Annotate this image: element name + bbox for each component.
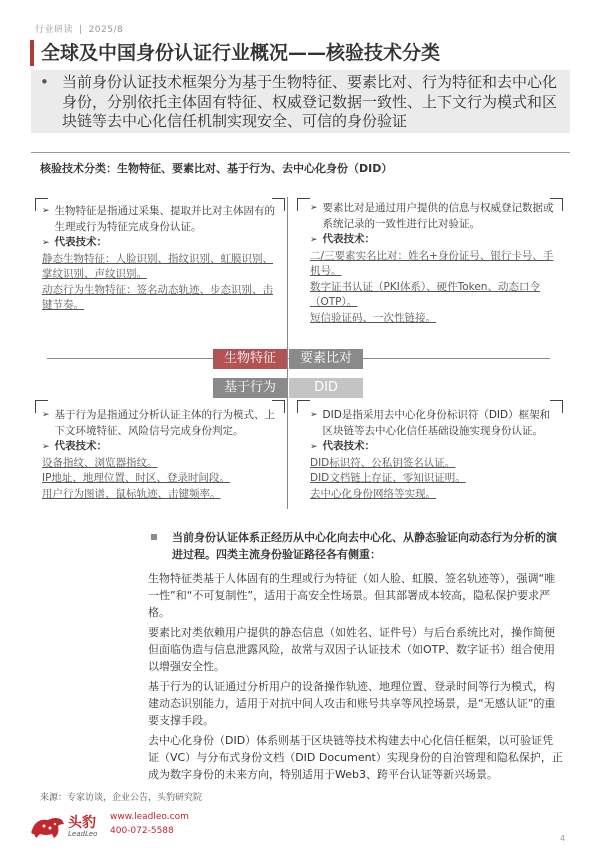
bio-desc-row [42,204,278,235]
behavior-sub: 代表技术 [54,440,97,452]
quadrant-element [310,201,560,326]
note-heading: 当前身份认证体系正经历从中心化向去中心化、从静态验证向动态行为分析的演进过程。四类主流身份验证路径各有侧重： [172,531,557,561]
arrow-icon: ➢ [310,410,318,420]
did-tech-2: 去中心化身份网络等实现。 [310,487,436,500]
bio-sub: 代表技术 [54,236,97,248]
section-heading: 核验技术分类：生物特征、要素比对、基于行为、去中心化身份（DID） [40,162,393,175]
label-behavior: 基于行为 [213,378,287,398]
arrow-icon: ➢ [42,238,50,248]
did-desc-row [310,408,560,439]
leopard-logo-icon [30,812,66,846]
element-tech-1: 数字证书认证（PKI体系）、硬件Token、动态口令（OTP）。 [310,280,540,308]
did-desc: DID是指采用去中心化身份标识符（DID）框架和区块链等去中心化信任基础设施实现身份认证。 [322,409,551,437]
did-sub: 代表技术 [322,440,365,452]
page-title: 全球及中国身份认证行业概况——核验技术分类 [41,42,441,64]
behavior-sub-row: ➢ 代表技术： [42,440,108,452]
label-element: 要素比对 [289,349,363,369]
arrow-icon: ➢ [42,206,50,216]
arrow-icon: ➢ [310,203,318,213]
arrow-icon: ➢ [310,442,318,452]
bio-desc: 生物特征是指通过采集、提取并比对主体固有的生理或行为特征完成身份认证。 [54,205,276,233]
website-link[interactable]: www.leadleo.com [110,812,189,822]
element-sub: 代表技术 [322,233,365,245]
element-tech-2: 短信验证码、一次性链接。 [310,311,436,324]
behavior-desc: 基于行为是指通过分析认证主体的行为模式、上下文环境特征、风险信号完成身份判定。 [54,409,276,437]
logo-text: 头豹 [68,815,96,831]
arrow-icon: ➢ [42,442,50,452]
element-desc: 要素比对是通过用户提供的信息与权威登记数据或系统记录的一致性进行比对验证。 [322,202,554,230]
element-desc-row [310,201,560,232]
quadrant-did [310,408,560,502]
behavior-tech-0: 设备指纹、浏览器指纹。 [42,456,158,469]
did-tech-1: DID文档链上存证、零知识证明。 [310,472,466,484]
did-tech-0: DID标识符、公私钥签名认证。 [310,456,456,469]
bio-sub-row: ➢ 代表技术： [42,236,108,248]
behavior-tech-2: 用户行为图谱、鼠标轨迹、击键频率。 [42,487,221,500]
arrow-icon: ➢ [310,235,318,245]
quadrant-behavior [42,408,278,502]
note-paragraph: 生物特征类基于人体固有的生理或行为特征（如人脸、虹膜、签名轨迹等），强调“唯一性”和“不可复制性”，适用于高安全性场景。但其部署成本较高，隐私保护要求严格。 [148,572,556,619]
title-accent-bar [30,40,34,66]
logo-subtext: LeadLeo [68,830,98,838]
phone-number: 400-072-5588 [110,826,174,836]
bio-tech-1: 动态行为生物特征：签名动态轨迹、步态识别、击键节奏。 [42,283,273,311]
divider [31,152,570,153]
source-note: 来源：专家访谈，企业公告，头豹研究院 [40,793,203,803]
label-did: DID [289,378,363,398]
element-tech-0: 二/三要素实名比对：姓名+身份证号、银行卡号、手机号。 [310,249,554,277]
did-sub-row: ➢ 代表技术： [310,440,376,452]
corner-mark [297,198,310,211]
vertical-axis [287,197,288,509]
summary-bullet: • [40,73,49,91]
behavior-tech-1: IP地址、地理位置、时区、登录时间段。 [42,472,230,484]
quadrant-bio [42,204,278,314]
note-paragraph: 基于行为的认证通过分析用户的设备操作轨迹、地理位置、登录时间等行为模式，构建动态识别能力，适用于对抗中间人攻击和账号共享等风控场景，是“无感认证”的重要支撑手段。 [148,680,556,727]
note-paragraph: 要素比对类依赖用户提供的静态信息（如姓名、证件号）与后台系统比对，操作简便但面临伪造与信息泄露风险，故常与双因子认证技术（如OTP、数字证书）组合使用以增强安全性。 [148,626,556,673]
corner-mark [297,400,310,413]
arrow-icon: ➢ [42,410,50,420]
summary-text: 当前身份认证技术框架分为基于生物特征、要素比对、行为特征和去中心化身份，分别依托主体固有特征、权威登记数据一致性、上下文行为模式和区块链等去中心化信任机制实现安全、可信的身份验证 [62,73,558,130]
page-number: 4 [560,834,566,843]
note-paragraph: 去中心化身份（DID）体系则基于区块链等技术构建去中心化信任框架，以可验证凭证（VC）与分布式身份文档（DID Document）实现身份的自治管理和隐私保护，正成为数字身份的未来方向，特别适用于Web3、跨平台认证等新兴场景。 [148,734,563,781]
element-sub-row: ➢ 代表技术： [310,233,376,245]
bio-tech-0: 静态生物特征：人脸识别、指纹识别、虹膜识别、掌纹识别、声纹识别。 [42,252,273,280]
report-tag: 行业研读 | 2025/8 [35,25,124,35]
label-bio: 生物特征 [213,349,287,369]
behavior-desc-row [42,408,278,439]
note-marker [151,534,157,540]
